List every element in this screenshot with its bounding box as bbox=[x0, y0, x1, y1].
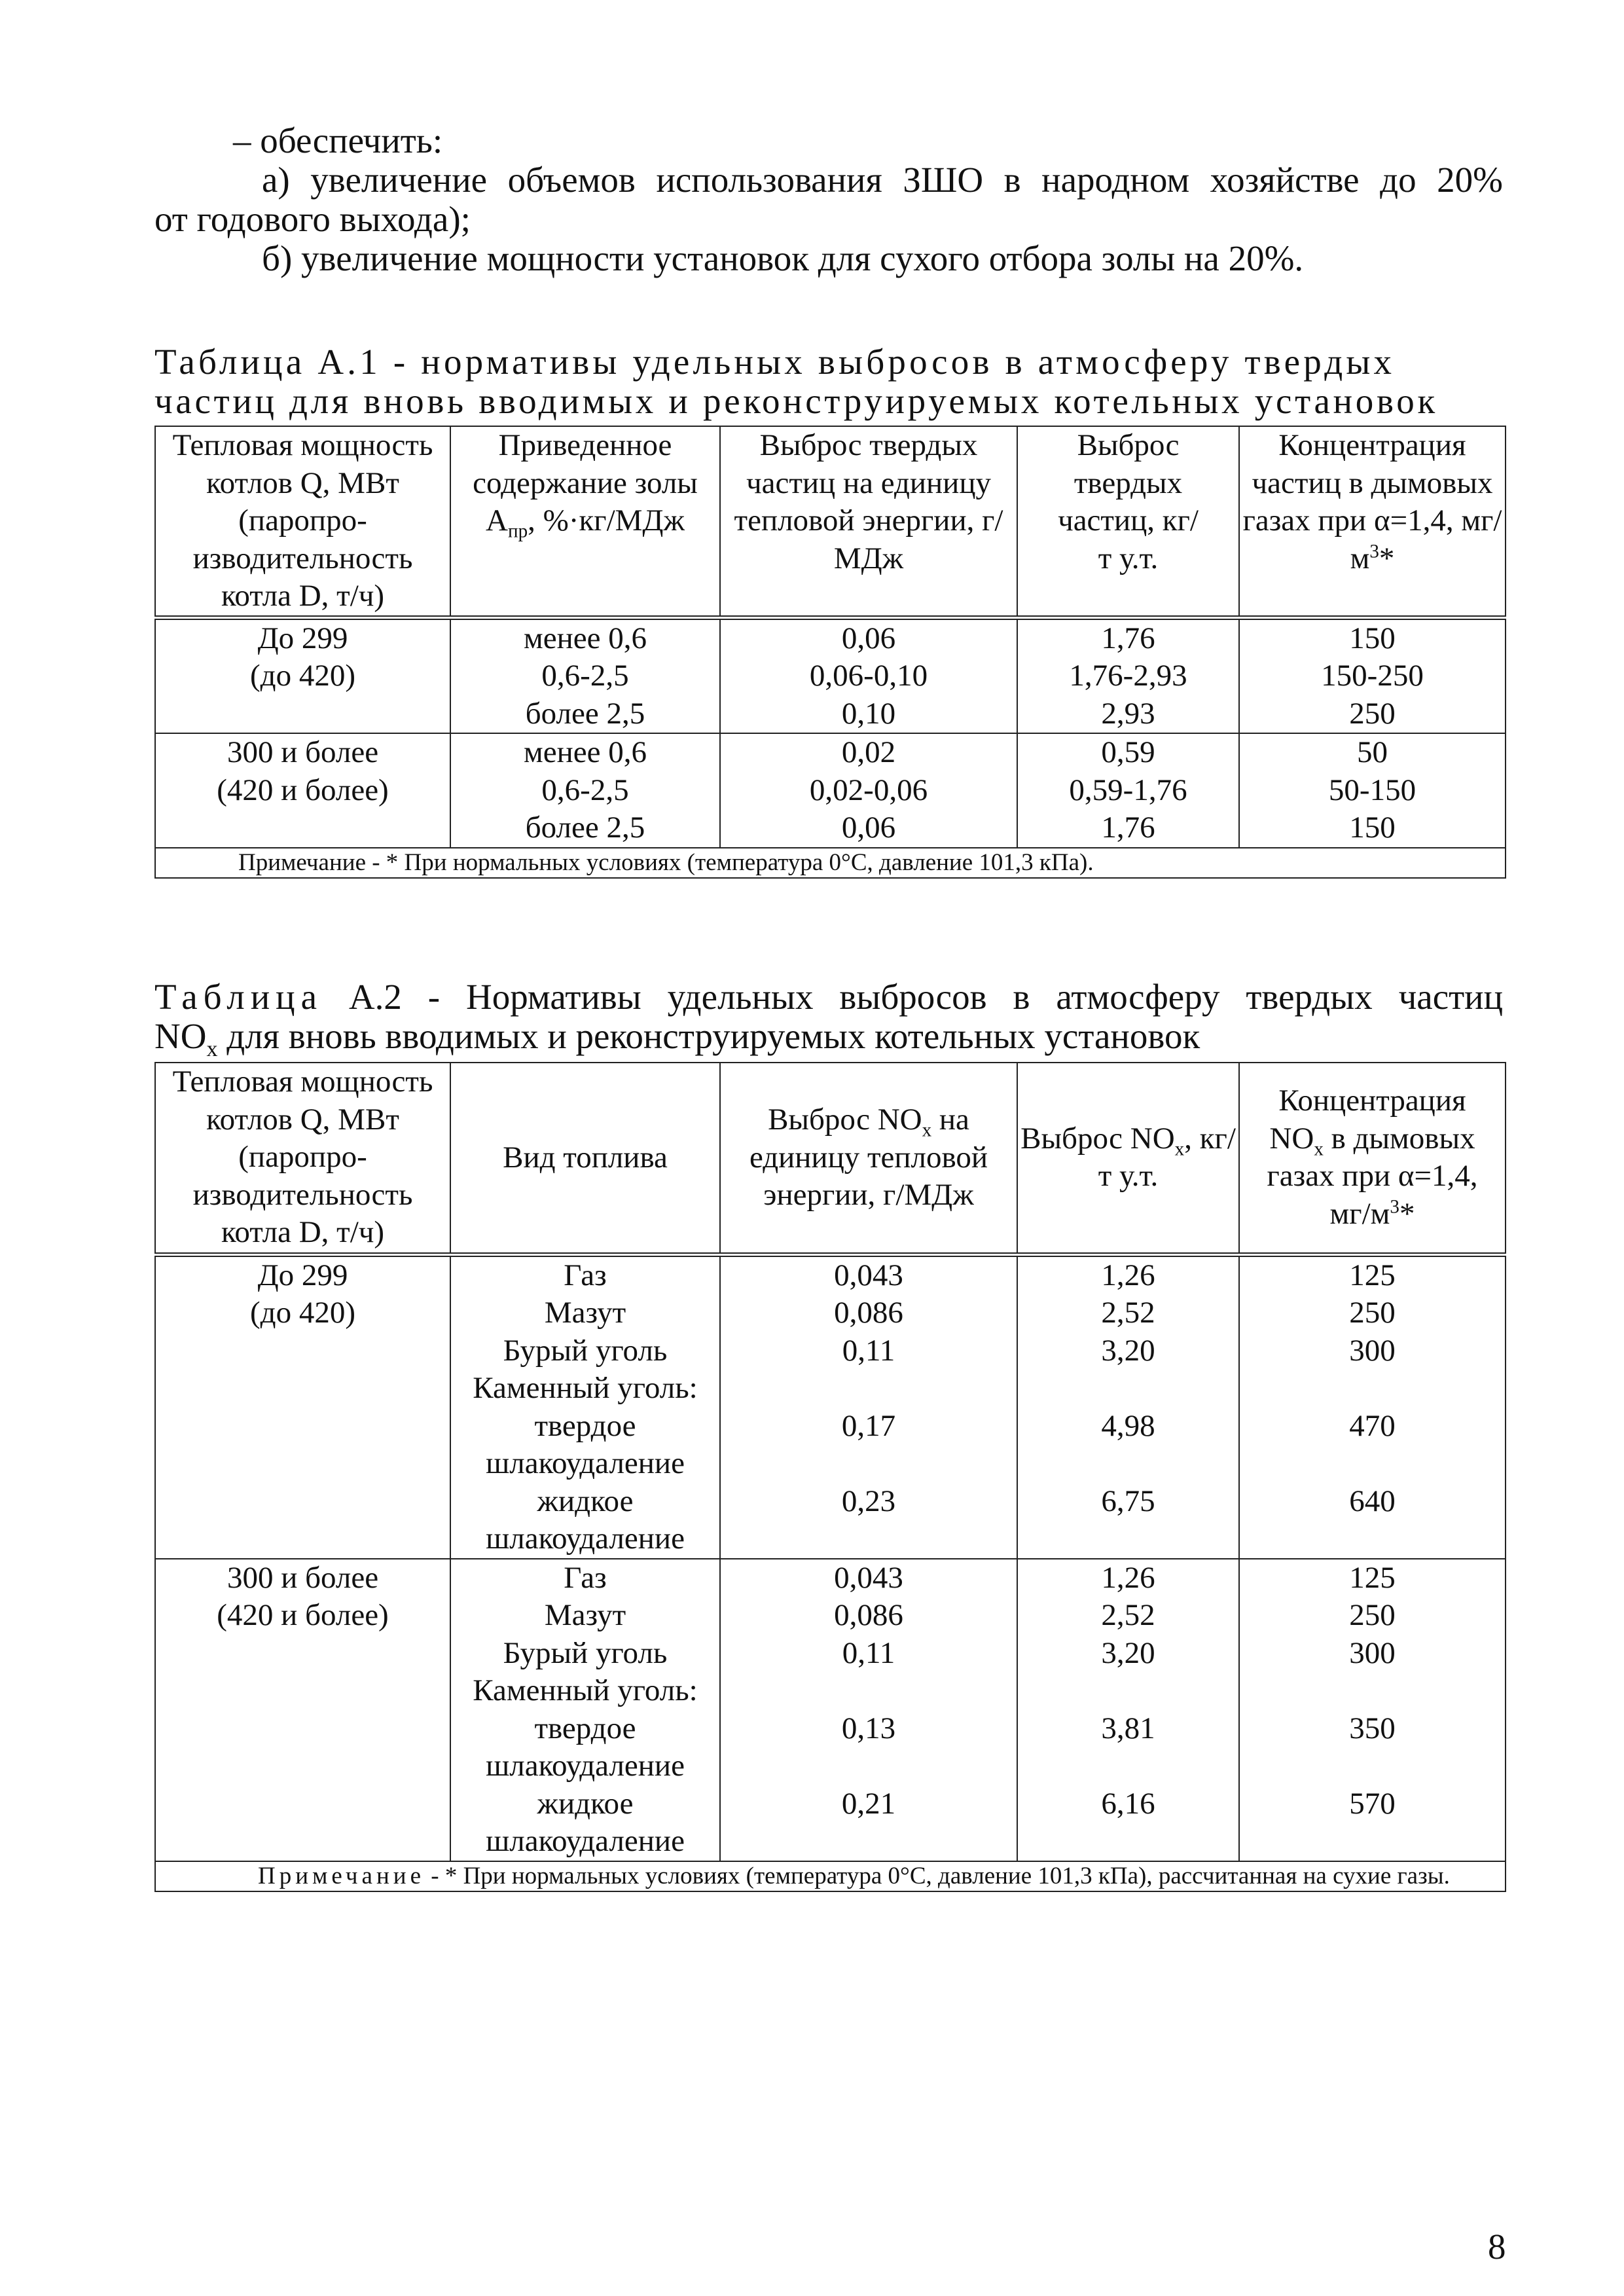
table1-conc-cell: 150 150-250 250 bbox=[1239, 617, 1506, 733]
table1-emission-t-cell: 0,59 0,59-1,76 1,76 bbox=[1017, 733, 1239, 848]
table1-emission-cell: 0,02 0,02-0,06 0,06 bbox=[720, 733, 1017, 848]
table1-header-power: Тепловая мощность котлов Q, МВт (паропро-изводительность котла D, т/ч) bbox=[155, 426, 450, 617]
table2-title-line1: Таблица А.2 - Нормативы удельных выбросов в атмосферу твердых частиц bbox=[154, 977, 1504, 1017]
table2-note: Примечание - * При нормальных условиях (температура 0°С, давление 101,3 кПа), рассчитанная на сухие газы. bbox=[155, 1861, 1506, 1891]
table2-emission-t-cell: 1,26 2,52 3,20 4,98 6,75 bbox=[1017, 1254, 1239, 1559]
intro-line: от годового выхода); bbox=[154, 199, 471, 239]
table2-title bbox=[154, 977, 1504, 1061]
table2-emission-t-cell: 1,26 2,52 3,20 3,81 6,16 bbox=[1017, 1559, 1239, 1861]
intro-text bbox=[154, 121, 1503, 278]
table2-header-fuel: Вид топлива bbox=[450, 1063, 720, 1254]
table2-emission-cell: 0,043 0,086 0,11 0,13 0,21 bbox=[720, 1559, 1017, 1861]
table1-note-row bbox=[155, 848, 1506, 878]
table2-conc-cell: 125 250 300 350 570 bbox=[1239, 1559, 1506, 1861]
table2-fuel-cell: Газ Мазут Бурый уголь Каменный уголь: твердое шлакоудаление жидкое шлакоудаление bbox=[450, 1254, 720, 1559]
table2-note-row bbox=[155, 1861, 1506, 1891]
table2-emission-cell: 0,043 0,086 0,11 0,17 0,23 bbox=[720, 1254, 1017, 1559]
table1-note: Примечание - * При нормальных условиях (температура 0°С, давление 101,3 кПа). bbox=[155, 848, 1506, 878]
table1-emission-t-cell: 1,76 1,76-2,93 2,93 bbox=[1017, 617, 1239, 733]
table1-ash-cell: менее 0,6 0,6-2,5 более 2,5 bbox=[450, 733, 720, 848]
table1-title bbox=[154, 342, 1503, 421]
table1-conc-cell: 50 50-150 150 bbox=[1239, 733, 1506, 848]
table-row bbox=[155, 1559, 1506, 1861]
table2-title-line2: $NO_x$ для вновь вводимых и реконструируемых котельных установок bbox=[154, 1016, 1200, 1061]
page-number: 8 bbox=[1488, 2227, 1506, 2267]
table1-title-line1: Таблица А.1 - нормативы удельных выбросов в атмосферу твердых bbox=[154, 342, 1396, 382]
table1-header-emission-t: Выброс твердых частиц, кг/т у.т. bbox=[1017, 426, 1239, 617]
table2-conc-cell: 125 250 300 470 640 bbox=[1239, 1254, 1506, 1559]
table-row bbox=[155, 733, 1506, 848]
intro-line: – обеспечить: bbox=[233, 120, 443, 160]
table-row bbox=[155, 617, 1506, 733]
table2-header-emission-t: Выброс $NO_x$, кг/т у.т. bbox=[1017, 1063, 1239, 1254]
table-row bbox=[155, 1254, 1506, 1559]
table2-header-conc: Концентрация $NO_x$ в дымовых газах при α=1,4, $мг/м^3*$ bbox=[1239, 1063, 1506, 1254]
table1-power-cell: 300 и более (420 и более) bbox=[155, 733, 450, 848]
table2-power-cell: До 299 (до 420) bbox=[155, 1254, 450, 1559]
table1-power-cell: До 299 (до 420) bbox=[155, 617, 450, 733]
table2-header-power: Тепловая мощность котлов Q, МВт (паропро-изводительность котла D, т/ч) bbox=[155, 1063, 450, 1254]
table1-header-conc: Концентрация частиц в дымовых газах при α=1,4, $мг/м^3*$ bbox=[1239, 426, 1506, 617]
table1 bbox=[154, 426, 1506, 879]
intro-line: а) увеличение объемов использования ЗШО в народном хозяйстве до 20% bbox=[262, 160, 1503, 200]
table2-fuel-cell: Газ Мазут Бурый уголь Каменный уголь: твердое шлакоудаление жидкое шлакоудаление bbox=[450, 1559, 720, 1861]
table1-header-ash: Приведенное содержание золы $А_{пр}$, %·кг/МДж bbox=[450, 426, 720, 617]
table1-ash-cell: менее 0,6 0,6-2,5 более 2,5 bbox=[450, 617, 720, 733]
table2 bbox=[154, 1062, 1506, 1892]
table1-title-line2: частиц для вновь вводимых и реконструируемых котельных установок bbox=[154, 381, 1438, 421]
table1-header-emission: Выброс твердых частиц на единицу тепловой энергии, г/МДж bbox=[720, 426, 1017, 617]
intro-line: б) увеличение мощности установок для сухого отбора золы на 20%. bbox=[262, 238, 1304, 278]
table2-header-emission: Выброс $NO_x$ на единицу тепловой энергии, г/МДж bbox=[720, 1063, 1017, 1254]
table2-power-cell: 300 и более (420 и более) bbox=[155, 1559, 450, 1861]
table1-emission-cell: 0,06 0,06-0,10 0,10 bbox=[720, 617, 1017, 733]
